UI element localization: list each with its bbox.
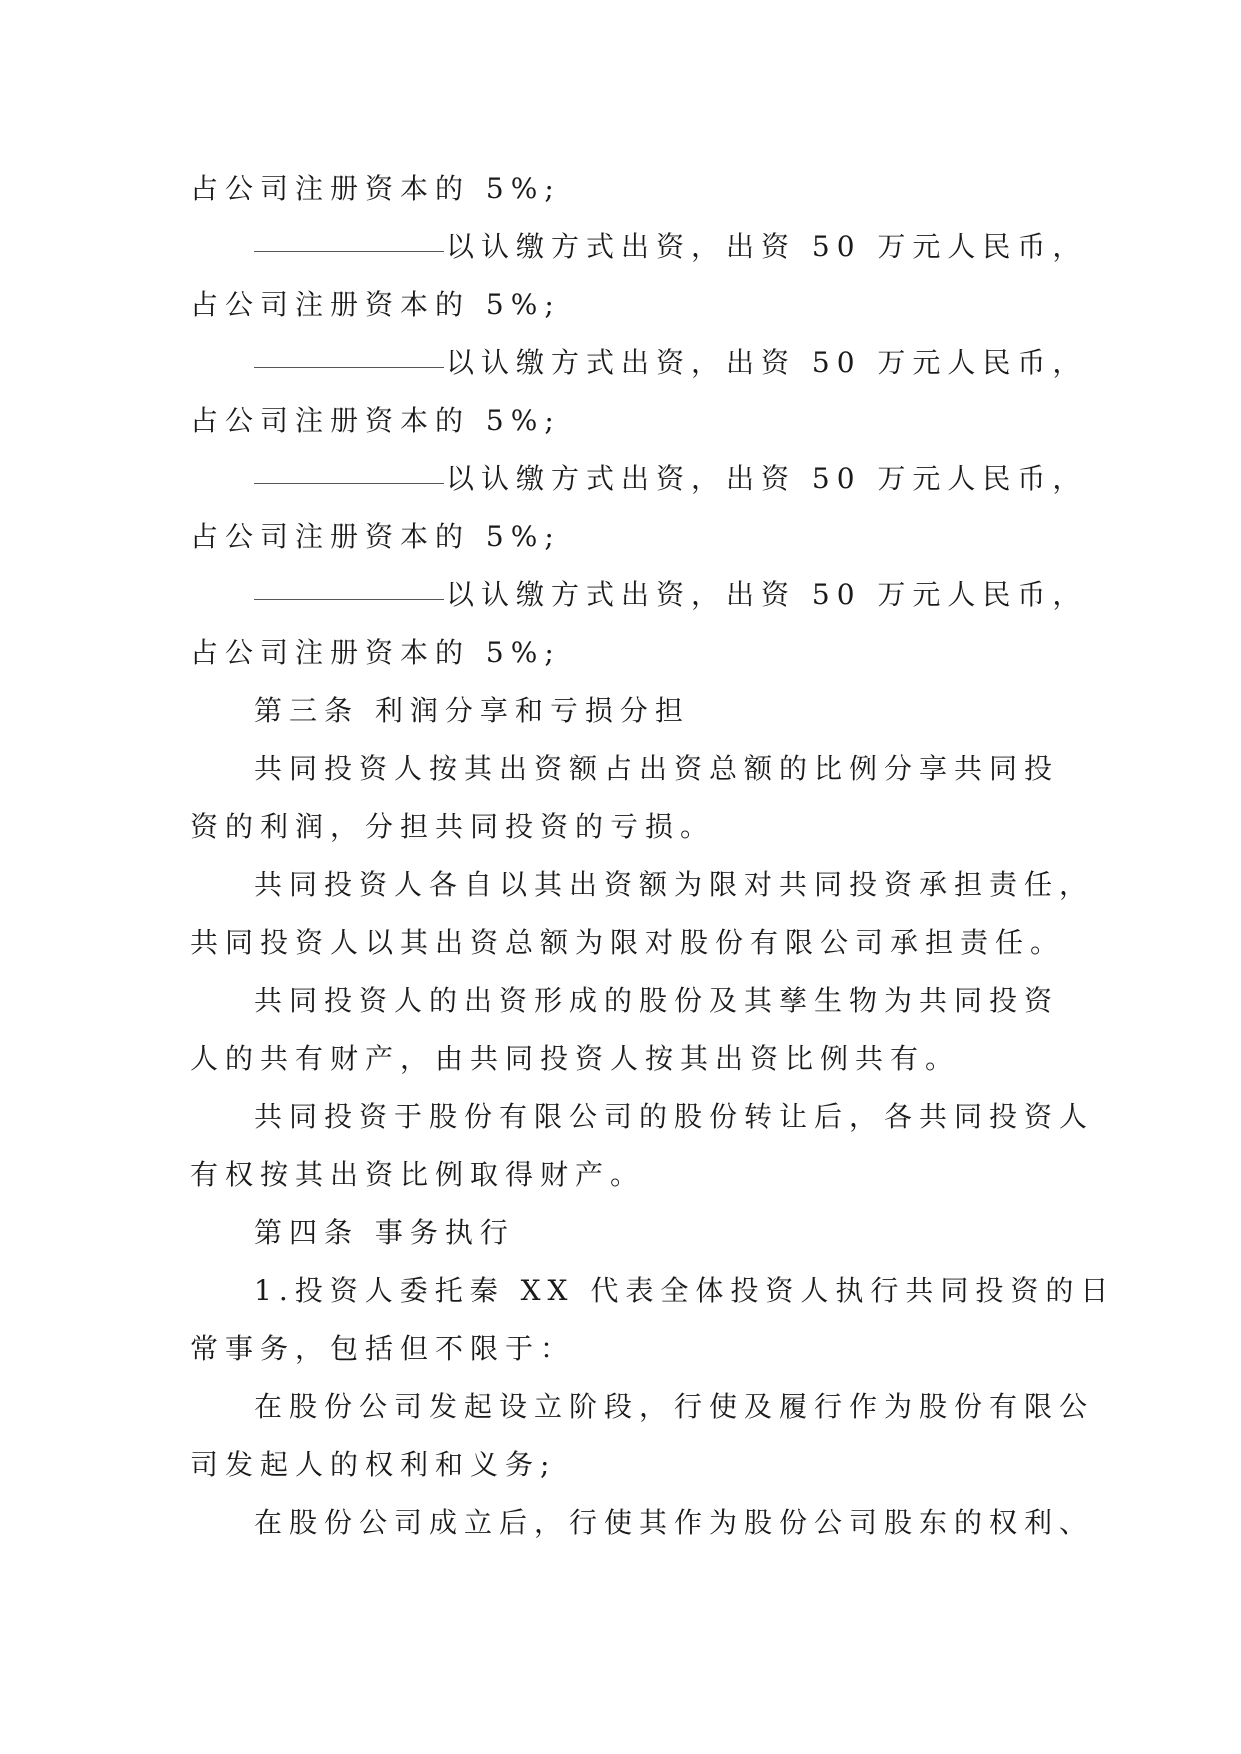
line-text: 人的共有财产，由共同投资人按其出资比例共有。 — [190, 1042, 961, 1075]
text-line — [190, 160, 1070, 218]
line-text: 以认缴方式出资，出资 50 万元人民币， — [446, 230, 1088, 263]
line-text: 共同投资人以其出资总额为限对股份有限公司承担责任。 — [190, 926, 1066, 959]
fill-in-blank — [254, 337, 444, 368]
document-body — [190, 160, 1116, 1552]
line-text: 第四条 事务执行 — [254, 1216, 515, 1249]
text-line — [190, 276, 1070, 334]
line-text: 有权按其出资比例取得财产。 — [190, 1158, 646, 1191]
line-text: 占公司注册资本的 5%; — [190, 520, 561, 553]
text-line — [190, 1146, 1070, 1204]
line-text: 以认缴方式出资，出资 50 万元人民币， — [446, 462, 1088, 495]
line-text: 占公司注册资本的 5%; — [190, 172, 561, 205]
text-line — [190, 856, 1095, 914]
line-text: 占公司注册资本的 5%; — [190, 636, 561, 669]
text-line — [190, 624, 1070, 682]
fill-in-blank — [254, 453, 444, 484]
line-text: 共同投资人的出资形成的股份及其孳生物为共同投资 — [254, 984, 1060, 1017]
text-line — [190, 914, 1070, 972]
text-line — [190, 450, 1088, 508]
text-line — [190, 1088, 1095, 1146]
text-line — [190, 972, 1070, 1030]
article-heading — [190, 1204, 1070, 1262]
line-text: 常事务，包括但不限于： — [190, 1332, 576, 1365]
line-text: 共同投资于股份有限公司的股份转让后，各共同投资人 — [254, 1100, 1095, 1133]
line-text: 资的利润，分担共同投资的亏损。 — [190, 810, 716, 843]
line-text: 占公司注册资本的 5%; — [190, 288, 561, 321]
text-line — [190, 508, 1070, 566]
text-line — [190, 566, 1088, 624]
line-text: 占公司注册资本的 5%; — [190, 404, 561, 437]
line-text: 以认缴方式出资，出资 50 万元人民币， — [446, 578, 1088, 611]
line-text: 共同投资人各自以其出资额为限对共同投资承担责任， — [254, 868, 1095, 901]
line-text: 在股份公司成立后，行使其作为股份公司股东的权利、 — [254, 1506, 1095, 1539]
fill-in-blank — [254, 221, 444, 252]
text-line — [190, 1320, 1070, 1378]
line-text: 以认缴方式出资，出资 50 万元人民币， — [446, 346, 1088, 379]
fill-in-blank — [254, 569, 444, 600]
text-line — [190, 1378, 1095, 1436]
line-text: 在股份公司发起设立阶段，行使及履行作为股份有限公 — [254, 1390, 1095, 1423]
line-text: 1.投资人委托秦 XX 代表全体投资人执行共同投资的日 — [254, 1274, 1116, 1307]
line-text: 共同投资人按其出资额占出资总额的比例分享共同投 — [254, 752, 1060, 785]
line-text: 司发起人的权利和义务; — [190, 1448, 557, 1481]
article-heading — [190, 682, 1070, 740]
text-line — [190, 1436, 1070, 1494]
text-line — [190, 392, 1070, 450]
text-line — [190, 798, 1070, 856]
text-line — [190, 1030, 1070, 1088]
text-line — [190, 218, 1088, 276]
text-line — [190, 334, 1088, 392]
text-line — [190, 1494, 1095, 1552]
text-line — [190, 1262, 1116, 1320]
line-text: 第三条 利润分享和亏损分担 — [254, 694, 690, 727]
text-line — [190, 740, 1070, 798]
